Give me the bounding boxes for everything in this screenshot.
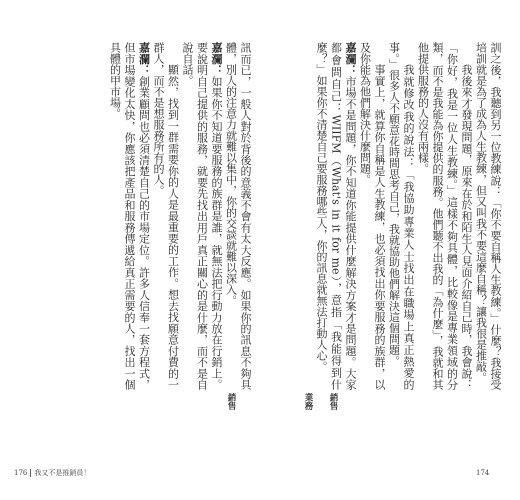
paragraph-text: 如果你不知道要服務的族群是誰，就無法把行動力放在行銷上。要說明自己提供的服務，就要先找出用戶真正關心的是什麼，而不是自說自話。 [181,42,223,390]
speaker-name: 嘉瀾： [210,42,223,76]
paragraph [415,42,473,390]
right-page-text [272,42,502,390]
left-page-text [86,42,252,390]
margin-label: 銷售 [226,393,236,410]
paragraph-text: 我就修改我的說法：「我協助專業人士找出在職場上真正熱愛的事。」很多人不願意花時間思考自己，我就協助他們解決這個問題。 [387,42,415,390]
speaker-name: 嘉瀾： [344,42,357,76]
paragraph [223,42,252,390]
page-number: 176 [14,469,28,477]
paragraph-text: 顯然，找到一群需要你的人是最重要的工作。想去找願意付費的一群人，而不是想服務所有的人。 [152,42,180,390]
paragraph [151,42,180,390]
paragraph-text: 市場不是問題，你不知道你能提供什麼解決方案才是問題。大家都會問自己：WIIFM（What's in it for me），意指「我能得到什麼？」如果你不清楚自己要服務哪些人，你的訊息就無法打動人心。 [315,42,357,390]
dialogue-paragraph [314,42,358,390]
right-page [260,0,520,500]
running-title: 我又不是推銷員！ [30,469,90,477]
paragraph-text: 創業顧問也必須清楚自己的市場定位。許多人信奉一套方程式，但市場變化太快，你應該把產品和服務傳遞給真正需要的人，找出一個具體的甲市場。 [108,42,151,390]
dialogue-paragraph [107,42,151,390]
paragraph-text: 事實上，就算你自稱是人生教練，也必須找出你要服務的族群，以及你能為他們解決什麼問題。 [358,42,386,390]
paragraph [386,42,415,390]
paragraph [357,42,386,390]
page-number: 174 [476,469,490,477]
speaker-name: 嘉瀾： [137,42,151,76]
right-page-footer [476,469,489,478]
margin-label: 銷售 [328,393,338,410]
paragraph [473,42,502,390]
paragraph-text: 訓之後，我聽到另一位教練說：「你不要自稱人生教練。」什麼？我接受培訓就是為了成為人生教練，但又叫我不要這麼自稱？讓我很是推敲。 [474,42,502,390]
left-page-footer [14,469,90,478]
paragraph-text: 我後來才發現問題，原來在於和陌生人見面介紹自己時，我會說：「你好，我是一位人生教練。」這樣不夠具體，比較像是專業領域的分類，而不是我能為你提供的服務。他們聽不出我的「為什麼」，我就和其他提供服務的人沒有兩樣。 [416,42,473,390]
margin-label: 業務 [303,393,313,410]
dialogue-paragraph [180,42,224,390]
paragraph-text: 訊而已，一般人對於背後的意義不會有太大反應。如果你的訊息不夠具體，別人的注意力就難以集中，你的交談就難以深入。 [224,42,252,390]
